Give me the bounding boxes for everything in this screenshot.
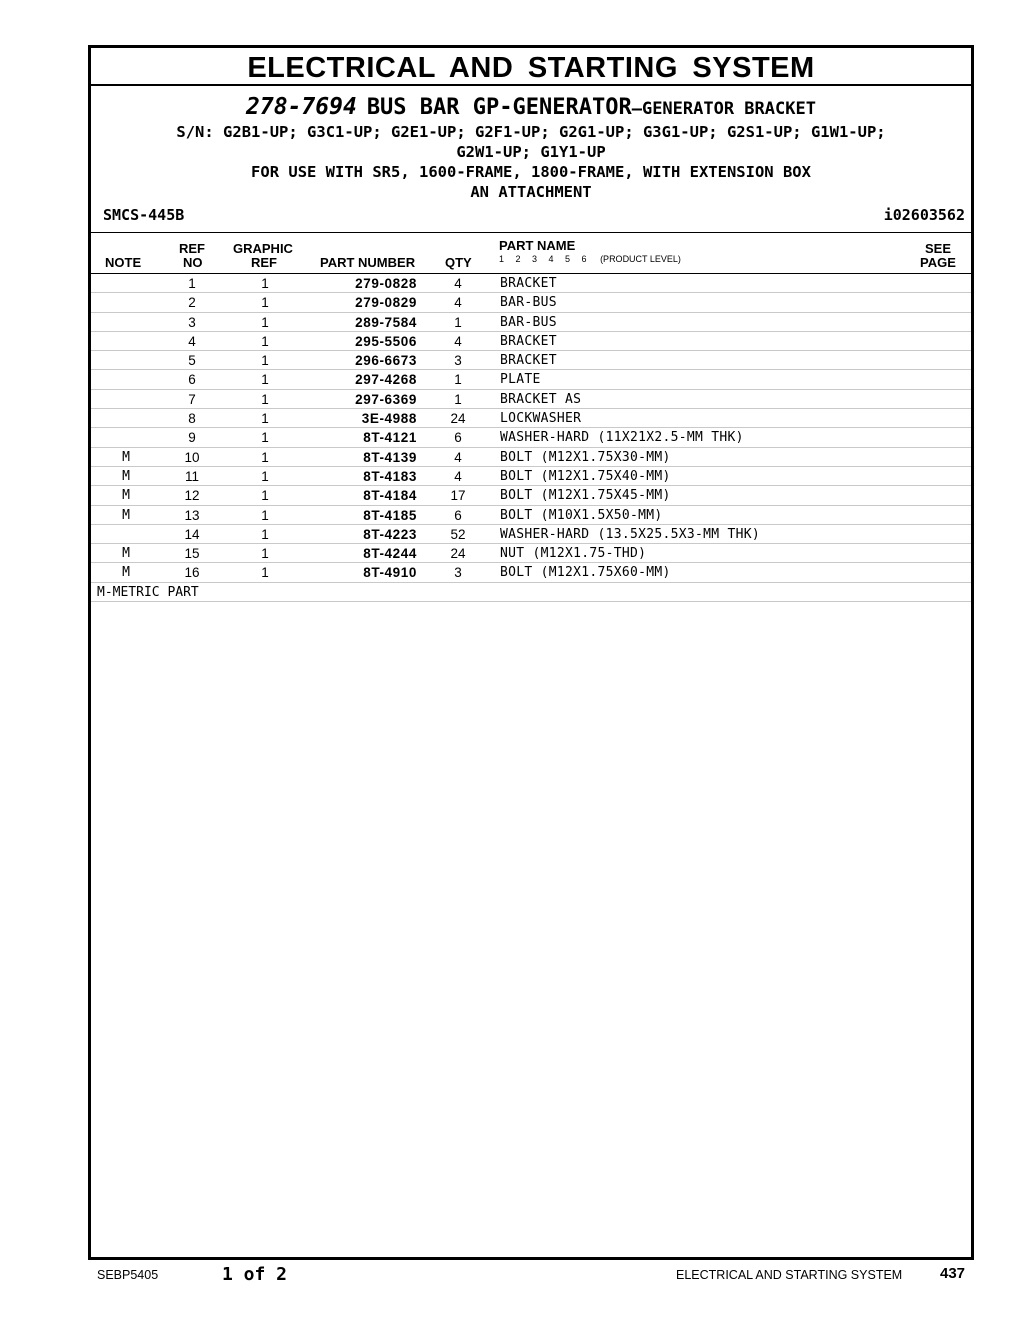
cell-part-name: BOLT (M12X1.75X45-MM) xyxy=(500,488,671,504)
cell-graphic-ref: 1 xyxy=(261,430,269,446)
cell-qty: 24 xyxy=(450,411,466,427)
cell-part-name: WASHER-HARD (11X21X2.5-MM THK) xyxy=(500,430,744,446)
illustration-id: i02603562 xyxy=(883,206,965,224)
table-row xyxy=(91,486,971,505)
serial-line-2: G2W1-UP; G1Y1-UP xyxy=(456,143,606,161)
group-subtitle: —GENERATOR BRACKET xyxy=(631,99,816,119)
cell-ref-no: 7 xyxy=(188,391,196,407)
cell-part-name: BOLT (M12X1.75X30-MM) xyxy=(500,449,671,465)
footer-document-id: SEBP5405 xyxy=(97,1268,159,1282)
table-row xyxy=(91,563,971,582)
cell-part-number: 279-0828 xyxy=(355,276,417,291)
table-row xyxy=(91,544,971,563)
col-ref-2: NO xyxy=(183,255,203,270)
cell-part-number: 8T-4184 xyxy=(363,488,417,504)
cell-qty: 4 xyxy=(454,276,462,291)
cell-part-number: 289-7584 xyxy=(355,314,417,330)
cell-qty: 17 xyxy=(450,488,466,504)
cell-graphic-ref: 1 xyxy=(261,353,269,369)
cell-qty: 4 xyxy=(454,468,462,484)
cell-ref-no: 8 xyxy=(188,411,196,427)
cell-note: M xyxy=(122,565,130,581)
cell-graphic-ref: 1 xyxy=(261,565,269,581)
table-row xyxy=(91,313,971,332)
cell-note: M xyxy=(122,468,130,484)
cell-part-number: 297-4268 xyxy=(355,372,417,388)
col-product-level-label: (PRODUCT LEVEL) xyxy=(600,254,681,264)
cell-qty: 52 xyxy=(450,526,466,542)
col-levels-digits: 1 2 3 4 5 6 xyxy=(499,254,587,264)
cell-graphic-ref: 1 xyxy=(261,295,269,311)
cell-graphic-ref: 1 xyxy=(261,546,269,562)
cell-note: M xyxy=(122,449,130,465)
group-header xyxy=(91,86,971,232)
cell-graphic-ref: 1 xyxy=(261,507,269,523)
cell-graphic-ref: 1 xyxy=(261,411,269,427)
cell-ref-no: 13 xyxy=(184,507,200,523)
usage-line-1: FOR USE WITH SR5, 1600-FRAME, 1800-FRAME, WITH EXTENSION BOX xyxy=(251,163,811,181)
cell-qty: 4 xyxy=(454,295,462,311)
serial-line-1: S/N: G2B1-UP; G3C1-UP; G2E1-UP; G2F1-UP; G2G1-UP; G3G1-UP; G2S1-UP; G1W1-UP; xyxy=(176,123,886,141)
cell-ref-no: 9 xyxy=(188,430,196,446)
cell-part-name: BOLT (M12X1.75X60-MM) xyxy=(500,565,671,581)
col-part-name: PART NAME xyxy=(499,238,576,253)
cell-note: M xyxy=(122,488,130,504)
cell-ref-no: 6 xyxy=(188,372,196,388)
group-title-line xyxy=(91,94,971,120)
col-graphic-2: REF xyxy=(251,255,277,270)
cell-qty: 6 xyxy=(454,430,462,446)
column-header xyxy=(91,232,971,274)
cell-qty: 24 xyxy=(450,546,466,562)
cell-part-number: 8T-4185 xyxy=(363,507,417,523)
cell-part-name: BAR-BUS xyxy=(500,295,557,311)
cell-part-name: PLATE xyxy=(500,372,541,388)
table-row xyxy=(91,274,971,293)
cell-ref-no: 16 xyxy=(184,565,200,581)
footer-section: ELECTRICAL AND STARTING SYSTEM xyxy=(676,1268,903,1282)
cell-ref-no: 10 xyxy=(184,449,200,465)
col-product-levels xyxy=(499,254,681,264)
cell-part-number: 279-0829 xyxy=(355,295,417,311)
cell-ref-no: 12 xyxy=(184,488,200,504)
cell-part-number: 295-5506 xyxy=(355,333,417,349)
table-row xyxy=(91,409,971,428)
cell-part-number: 3E-4988 xyxy=(361,411,417,427)
cell-part-name: WASHER-HARD (13.5X25.5X3-MM THK) xyxy=(500,526,761,542)
cell-part-number: 8T-4244 xyxy=(363,546,417,562)
table-row xyxy=(91,525,971,544)
table-row xyxy=(91,428,971,447)
col-ref-1: REF xyxy=(179,241,205,256)
table-row xyxy=(91,332,971,351)
cell-part-number: 8T-4183 xyxy=(363,468,417,484)
cell-part-number: 8T-4910 xyxy=(363,565,417,581)
cell-part-number: 297-6369 xyxy=(355,391,417,407)
usage-line-2: AN ATTACHMENT xyxy=(470,183,592,201)
cell-part-name: BRACKET xyxy=(500,333,557,349)
cell-part-name: NUT (M12X1.75-THD) xyxy=(500,546,647,562)
cell-part-name: BOLT (M10X1.5X50-MM) xyxy=(500,507,663,523)
group-name: BUS BAR GP-GENERATOR xyxy=(366,95,632,120)
cell-qty: 3 xyxy=(454,353,462,369)
table-row xyxy=(91,390,971,409)
col-qty: QTY xyxy=(445,255,472,270)
cell-part-name: BOLT (M12X1.75X40-MM) xyxy=(500,468,671,484)
cell-ref-no: 3 xyxy=(188,314,196,330)
cell-ref-no: 15 xyxy=(184,546,200,562)
footer-page-number: 437 xyxy=(940,1265,966,1282)
cell-graphic-ref: 1 xyxy=(261,526,269,542)
cell-graphic-ref: 1 xyxy=(261,276,269,291)
cell-part-name: BRACKET xyxy=(500,353,557,369)
cell-graphic-ref: 1 xyxy=(261,468,269,484)
col-see-1: SEE xyxy=(925,241,952,256)
cell-ref-no: 4 xyxy=(188,333,196,349)
cell-graphic-ref: 1 xyxy=(261,488,269,504)
cell-part-number: 296-6673 xyxy=(355,353,417,369)
section-title: ELECTRICAL AND STARTING SYSTEM xyxy=(91,48,971,86)
parts-table xyxy=(91,274,971,583)
table-row xyxy=(91,467,971,486)
cell-qty: 4 xyxy=(454,449,462,465)
group-number: 278-7694 xyxy=(246,94,357,120)
parts-page-frame xyxy=(88,45,974,1260)
cell-qty: 4 xyxy=(454,333,462,349)
cell-part-name: BRACKET AS xyxy=(500,391,582,407)
cell-part-number: 8T-4139 xyxy=(363,449,417,465)
cell-graphic-ref: 1 xyxy=(261,391,269,407)
table-row xyxy=(91,448,971,467)
cell-qty: 3 xyxy=(454,565,462,581)
col-graphic-1: GRAPHIC xyxy=(233,241,293,256)
table-row xyxy=(91,370,971,389)
cell-qty: 6 xyxy=(454,507,462,523)
footnote-metric: M-METRIC PART xyxy=(97,584,199,600)
cell-part-name: BAR-BUS xyxy=(500,314,557,330)
footer-page-of: 1 of 2 xyxy=(222,1264,288,1285)
table-row xyxy=(91,293,971,312)
cell-note: M xyxy=(122,507,130,523)
col-see-2: PAGE xyxy=(920,255,956,270)
table-row xyxy=(91,351,971,370)
col-part-number: PART NUMBER xyxy=(320,255,416,270)
cell-graphic-ref: 1 xyxy=(261,449,269,465)
cell-part-name: BRACKET xyxy=(500,276,557,291)
cell-ref-no: 1 xyxy=(188,276,196,291)
cell-ref-no: 14 xyxy=(184,526,200,542)
cell-qty: 1 xyxy=(454,372,462,388)
cell-ref-no: 11 xyxy=(184,468,199,484)
cell-note: M xyxy=(122,546,130,562)
cell-part-name: LOCKWASHER xyxy=(500,411,582,427)
cell-ref-no: 5 xyxy=(188,353,196,369)
footnote-row xyxy=(91,583,971,602)
col-note: NOTE xyxy=(105,255,142,270)
cell-graphic-ref: 1 xyxy=(261,372,269,388)
page-footer xyxy=(0,1262,1020,1292)
table-row xyxy=(91,506,971,525)
smcs-code: SMCS-445B xyxy=(103,206,185,224)
cell-graphic-ref: 1 xyxy=(261,314,269,330)
cell-qty: 1 xyxy=(454,391,462,407)
cell-part-number: 8T-4223 xyxy=(363,526,417,542)
cell-qty: 1 xyxy=(454,314,462,330)
cell-ref-no: 2 xyxy=(188,295,196,311)
cell-graphic-ref: 1 xyxy=(261,333,269,349)
cell-part-number: 8T-4121 xyxy=(363,430,417,446)
